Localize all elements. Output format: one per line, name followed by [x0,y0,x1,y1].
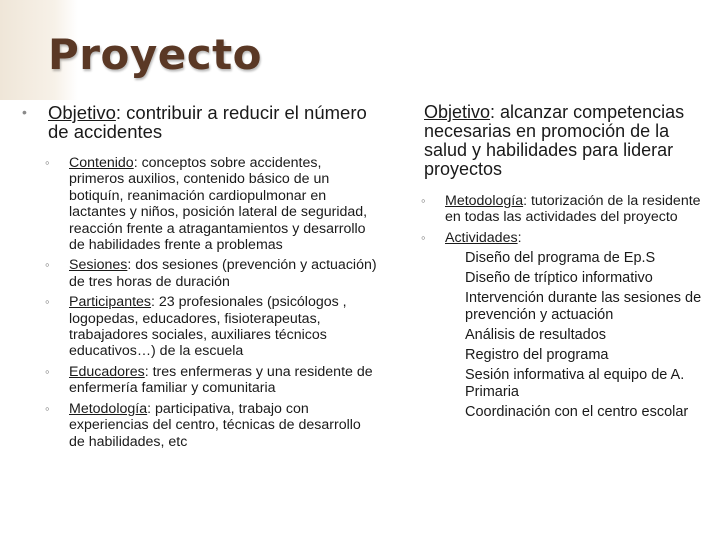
item-text: : participativa, trabajo con experiencias del centro, técnicas de desarrollo de habilidades, etc [69,400,361,450]
sub-bullet-icon: ◦ [45,294,50,310]
activity-item [396,404,706,421]
slide-title: Proyecto [48,30,263,79]
activity-text: Coordinación con el centro escolar [465,404,689,421]
item-key: Contenido [69,155,134,171]
activity-item [396,270,706,287]
list-item [396,230,706,246]
activity-item [396,347,706,364]
sub-bullet-icon: ◦ [421,193,426,208]
activity-item [396,367,706,401]
activity-text: Diseño de tríptico informativo [465,270,653,287]
right-sublist [396,193,706,421]
list-item [20,364,380,397]
sub-bullet-icon: ◦ [45,400,50,416]
item-text: : dos sesiones (prevención y actuación) de tres horas de duración [69,257,377,290]
sub-bullet-icon: ◦ [45,363,50,379]
list-item [20,257,380,290]
activity-text: Diseño del programa de Ep.S [465,250,656,267]
left-sublist [20,155,380,450]
item-text: : [517,229,522,246]
left-objective-text: : contribuir a reducir el número de accidentes [48,102,367,142]
activity-text: Registro del programa [465,347,609,364]
activities-list [396,250,706,421]
item-text: : tutorización de la residente en todas las actividades del proyecto [445,193,701,226]
sub-bullet-icon: ◦ [45,257,50,273]
item-key: Metodología [445,193,524,209]
right-objective [396,103,706,179]
right-objective-text: : alcanzar competencias necesarias en promoción de la salud y habilidades para liderar proyectos [424,102,685,179]
item-key: Sesiones [69,257,128,274]
activity-text: Sesión informativa al equipo de A. Primaria [465,367,685,401]
right-objective-key: Objetivo [424,102,491,122]
item-key: Participantes [69,294,152,311]
activity-item [396,290,706,324]
activity-text: Intervención durante las sesiones de prevención y actuación [465,290,702,324]
activity-item [396,250,706,267]
left-column [20,103,380,454]
sub-bullet-icon: ◦ [421,229,426,245]
right-column [396,103,706,424]
sub-bullet-icon: ◦ [45,155,50,170]
item-text: : conceptos sobre accidentes, primeros auxilios, contenido básico de un botiquín, reanimación cardiopulmonar en lactantes y niños, posición lateral de seguridad, reacción frente a atragantamientos y desarrollo de habilidades frente a problemas [69,155,368,254]
left-objective [20,103,380,141]
item-text: : tres enfermeras y una residente de enfermería familiar y comunitaria [69,363,373,397]
item-text: : 23 profesionales (psicólogos , logopedas, educadores, fisioterapeutas, trabajadores sociales, auxiliares técnicos educativos…) de la escuela [69,294,376,360]
bullet-icon: • [22,104,27,120]
activity-item [396,327,706,344]
item-key: Actividades [445,229,518,246]
activity-text: Análisis de resultados [465,327,607,344]
item-key: Educadores [69,363,145,380]
list-item [20,294,380,360]
left-objective-key: Objetivo [48,102,116,123]
list-item [20,401,380,450]
list-item [396,193,706,226]
list-item [20,155,380,253]
item-key: Metodología [69,400,148,417]
